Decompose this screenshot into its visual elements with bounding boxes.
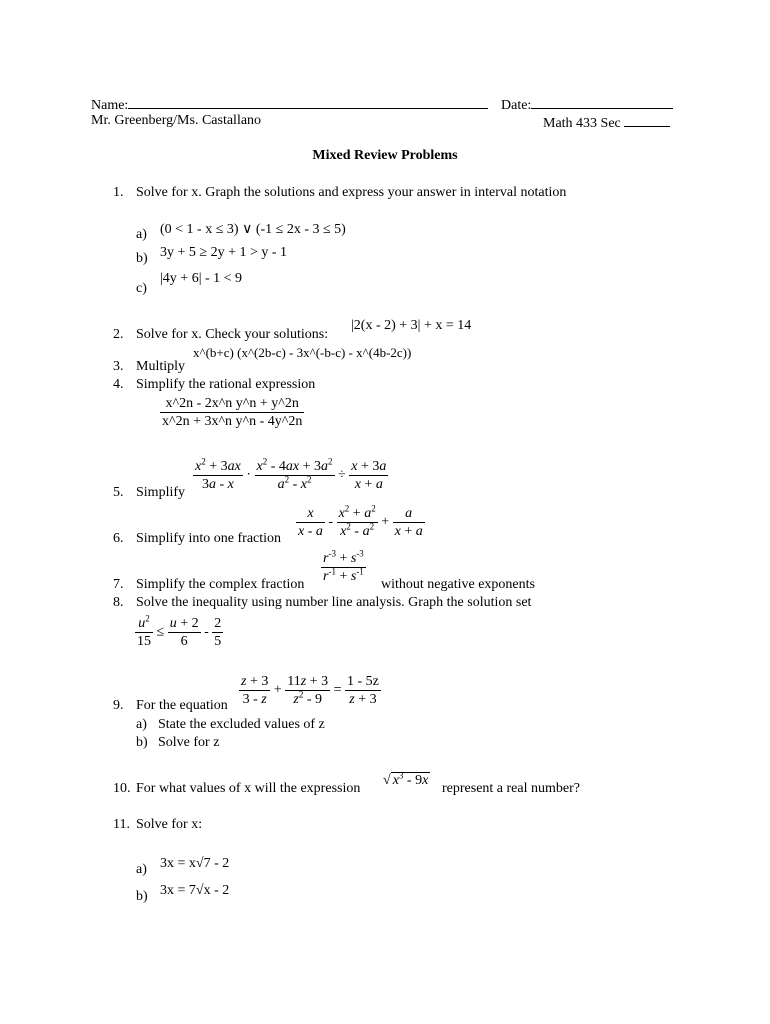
problem-8-expr: $\frac{u^2}{15}$ ≤ $\frac{u + 2}{6}$ - $\frac{2}{5}$ <box>137 613 222 649</box>
problem-4-numerator: x^2n - 2x^n y^n + y^2n <box>160 395 304 413</box>
problem-1a-label: a) <box>136 227 147 242</box>
problem-3-number: 3. <box>113 359 124 374</box>
problem-9-text: For the equation <box>136 698 228 713</box>
problem-1-text: Solve for x. Graph the solutions and express your answer in interval notation <box>136 185 567 200</box>
teachers: Mr. Greenberg/Ms. Castallano <box>91 113 262 128</box>
problem-9a-label: a) <box>136 717 147 732</box>
problem-6-number: 6. <box>113 531 124 546</box>
problem-2-expr: |2(x - 2) + 3| + x = 14 <box>351 318 472 333</box>
problem-9b-label: b) <box>136 735 148 750</box>
problem-10-number: 10. <box>113 781 131 796</box>
name-field <box>91 95 488 114</box>
problem-10-text-after: represent a real number? <box>442 781 580 796</box>
problem-8-number: 8. <box>113 595 124 610</box>
problem-7-expr: $\frac{r^{-3} + s^{-3}}{r^{-1} + s^{-1}}$ <box>323 548 364 584</box>
date-label: Date: <box>501 98 532 113</box>
name-label: Name: <box>91 98 129 113</box>
problem-1c-expr: |4y + 6| - 1 < 9 <box>160 271 243 286</box>
problem-6-expr: $\frac{x}{x - a}$ - $\frac{x^2 + a^2}{x^2 - a^2}$ + $\frac{a}{x + a}$ <box>298 503 423 539</box>
page-title: Mixed Review Problems <box>312 148 458 163</box>
problem-11a-expr: 3x = x√7 - 2 <box>160 856 230 871</box>
problem-5-number: 5. <box>113 485 124 500</box>
course-section <box>543 113 670 132</box>
problem-2-text: Solve for x. Check your solutions: <box>136 327 329 342</box>
problem-10-expr: √ $x^3 - 9x$ <box>383 770 429 788</box>
problem-1b-expr: 3y + 5 ≥ 2y + 1 > y - 1 <box>160 245 288 260</box>
problem-1c-label: c) <box>136 281 147 296</box>
problem-1a-expr: (0 < 1 - x ≤ 3) ∨ (-1 ≤ 2x - 3 ≤ 5) <box>160 222 346 237</box>
problem-9-number: 9. <box>113 698 124 713</box>
problem-11b-expr: 3x = 7√x - 2 <box>160 883 230 898</box>
problem-9a-text: State the excluded values of z <box>158 717 325 732</box>
problem-3-expr: x^(b+c) (x^(2b-c) - 3x^(-b-c) - x^(4b-2c)) <box>193 345 412 360</box>
problem-10-text: For what values of x will the expression <box>136 781 361 796</box>
problem-9-expr: $\frac{z + 3}{3 - z}$ + $\frac{11z + 3}{z^2 - 9}$ = $\frac{1 - 5z}{z + 3}$ <box>241 674 379 707</box>
course-label: Math 433 Sec <box>543 116 621 131</box>
problem-4-number: 4. <box>113 377 124 392</box>
problem-11a-label: a) <box>136 862 147 877</box>
date-field <box>501 95 673 114</box>
problem-7-number: 7. <box>113 577 124 592</box>
problem-6-text: Simplify into one fraction <box>136 531 282 546</box>
problem-11-text: Solve for x: <box>136 817 203 832</box>
problem-1-number: 1. <box>113 185 124 200</box>
problem-9b-text: Solve for z <box>158 735 220 750</box>
problem-11b-label: b) <box>136 889 148 904</box>
problem-3-text: Multiply <box>136 359 186 374</box>
problem-5-expr: $\frac{x^2 + 3ax}{3a - x}$ · $\frac{x^2 - 4ax + 3a^2}{a^2 - x^2}$ ÷ $\frac{x + 3a}{x + a}$ <box>195 456 387 492</box>
problem-4-text: Simplify the rational expression <box>136 377 316 392</box>
problem-1b-label: b) <box>136 251 148 266</box>
problem-7-text-after: without negative exponents <box>381 577 535 592</box>
problem-2-number: 2. <box>113 327 124 342</box>
problem-11-number: 11. <box>113 817 130 832</box>
problem-7-text: Simplify the complex fraction <box>136 577 305 592</box>
problem-5-text: Simplify <box>136 485 186 500</box>
problem-8-text: Solve the inequality using number line analysis. Graph the solution set <box>136 595 532 610</box>
problem-4-denominator: x^2n + 3x^n y^n - 4y^2n <box>162 414 303 429</box>
problem-4-fraction <box>160 395 304 430</box>
